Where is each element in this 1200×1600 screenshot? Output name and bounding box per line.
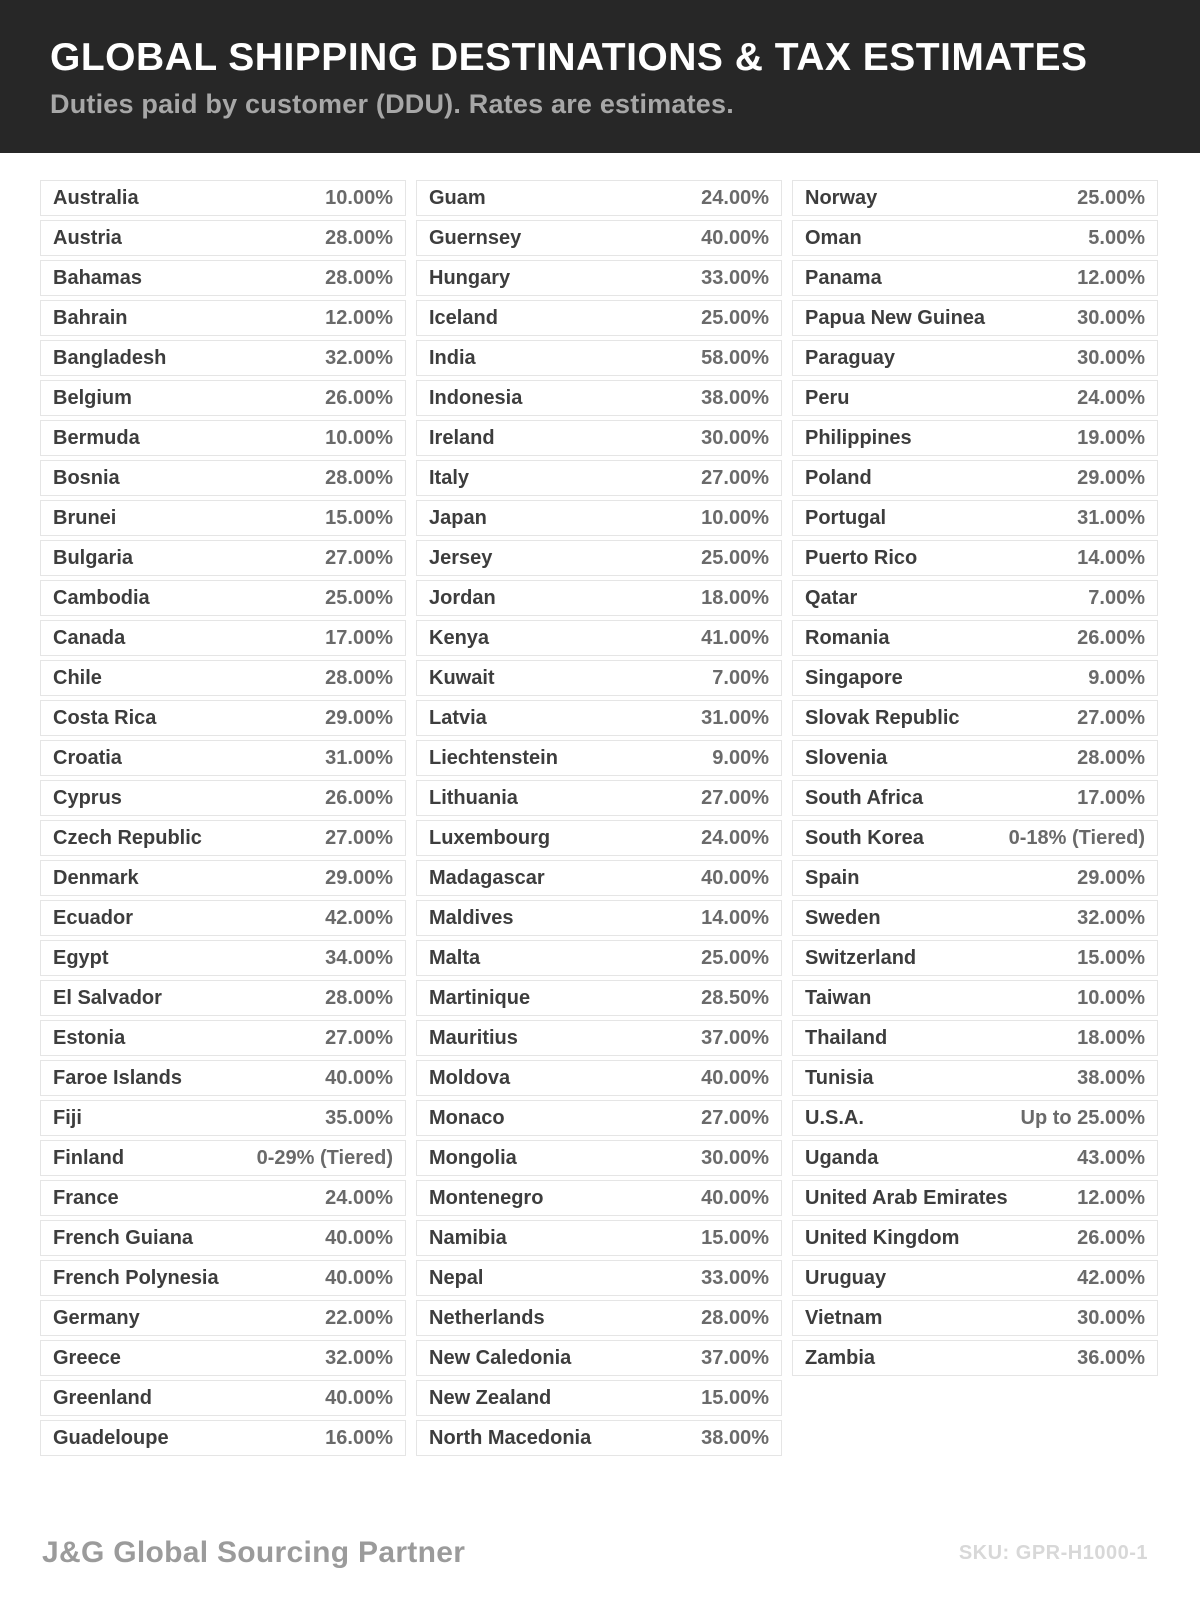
tax-rate: 5.00% [1088, 226, 1145, 249]
country-name: Guadeloupe [53, 1426, 169, 1449]
table-row [416, 1340, 782, 1376]
table-row [416, 460, 782, 496]
table-row [40, 460, 406, 496]
tax-rate: 0-18% (Tiered) [1008, 826, 1145, 849]
table-row [416, 340, 782, 376]
table-row [792, 940, 1158, 976]
tax-rate: 26.00% [1077, 1226, 1145, 1249]
country-name: Italy [429, 466, 470, 489]
page-title: GLOBAL SHIPPING DESTINATIONS & TAX ESTIMATES [50, 36, 1088, 79]
table-row [416, 1220, 782, 1256]
table-row [792, 620, 1158, 656]
country-name: Austria [53, 226, 122, 249]
country-name: Poland [805, 466, 872, 489]
country-name: Indonesia [429, 386, 523, 409]
table-row [416, 1100, 782, 1136]
country-name: Czech Republic [53, 826, 202, 849]
country-name: Bahrain [53, 306, 128, 329]
country-name: Costa Rica [53, 706, 157, 729]
country-name: India [429, 346, 476, 369]
tax-rate: 30.00% [1077, 306, 1145, 329]
country-name: Bosnia [53, 466, 120, 489]
tax-rate: 27.00% [325, 546, 393, 569]
country-name: Taiwan [805, 986, 872, 1009]
tax-rate: 7.00% [712, 666, 769, 689]
tax-rate: 35.00% [325, 1106, 393, 1129]
table-row [40, 1260, 406, 1296]
country-name: Uganda [805, 1146, 879, 1169]
table-row [40, 1020, 406, 1056]
tax-rate: 9.00% [1088, 666, 1145, 689]
page-header [0, 0, 1200, 153]
table-row [40, 540, 406, 576]
table-row [792, 980, 1158, 1016]
tax-rate: 25.00% [701, 546, 769, 569]
tax-rate: 27.00% [1077, 706, 1145, 729]
tax-rate: 34.00% [325, 946, 393, 969]
table-row [40, 900, 406, 936]
table-row [792, 420, 1158, 456]
table-row [792, 660, 1158, 696]
tax-rate: 28.00% [325, 226, 393, 249]
tax-rate: 26.00% [325, 386, 393, 409]
page-subtitle: Duties paid by customer (DDU). Rates are estimates. [50, 89, 734, 119]
table-row [40, 1380, 406, 1416]
country-name: New Zealand [429, 1386, 552, 1409]
tax-rate: 15.00% [701, 1226, 769, 1249]
table-row [792, 380, 1158, 416]
country-name: Singapore [805, 666, 903, 689]
tax-rate: 40.00% [701, 1186, 769, 1209]
tax-rate: 26.00% [1077, 626, 1145, 649]
country-name: Australia [53, 186, 139, 209]
country-name: Canada [53, 626, 126, 649]
country-name: Japan [429, 506, 487, 529]
country-name: Lithuania [429, 786, 518, 809]
tax-rate: 28.00% [325, 266, 393, 289]
tax-rate: 15.00% [1077, 946, 1145, 969]
country-name: Luxembourg [429, 826, 551, 849]
tax-rate: 37.00% [701, 1346, 769, 1369]
table-row [40, 1220, 406, 1256]
tax-rate: 36.00% [1077, 1346, 1145, 1369]
table-row [40, 500, 406, 536]
table-row [40, 1060, 406, 1096]
table-row [792, 700, 1158, 736]
tax-rate: 25.00% [701, 306, 769, 329]
table-row [416, 1300, 782, 1336]
country-name: Faroe Islands [53, 1066, 182, 1089]
country-name: Ireland [429, 426, 495, 449]
country-name: Madagascar [429, 866, 545, 889]
country-name: Uruguay [805, 1266, 887, 1289]
tax-rate: 24.00% [701, 826, 769, 849]
country-name: Panama [805, 266, 882, 289]
country-name: Mauritius [429, 1026, 518, 1049]
country-name: Slovak Republic [805, 706, 960, 729]
tax-rate: 27.00% [325, 826, 393, 849]
table-row [792, 220, 1158, 256]
table-row [40, 1340, 406, 1376]
tax-rate: 29.00% [325, 866, 393, 889]
tax-rate: 0-29% (Tiered) [256, 1146, 393, 1169]
tax-rate: 27.00% [701, 1106, 769, 1129]
country-name: United Kingdom [805, 1226, 960, 1249]
country-name: French Polynesia [53, 1266, 219, 1289]
country-name: Greece [53, 1346, 121, 1369]
country-name: Liechtenstein [429, 746, 558, 769]
tax-rate: 17.00% [325, 626, 393, 649]
table-row [792, 1180, 1158, 1216]
tax-rate: 29.00% [1077, 866, 1145, 889]
table-row [416, 1060, 782, 1096]
country-name: Guernsey [429, 226, 522, 249]
rates-column-3 [792, 180, 1158, 1380]
table-row [792, 180, 1158, 216]
table-row [40, 260, 406, 296]
country-name: Cambodia [53, 586, 150, 609]
table-row [792, 500, 1158, 536]
table-row [40, 300, 406, 336]
country-name: U.S.A. [805, 1106, 864, 1129]
country-name: Papua New Guinea [805, 306, 986, 329]
table-row [40, 1100, 406, 1136]
table-row [416, 900, 782, 936]
country-name: Bangladesh [53, 346, 167, 369]
country-name: Puerto Rico [805, 546, 918, 569]
country-name: Sweden [805, 906, 881, 929]
country-name: Fiji [53, 1106, 82, 1129]
tax-rate: 41.00% [701, 626, 769, 649]
country-name: Brunei [53, 506, 117, 529]
tax-rate: 28.00% [1077, 746, 1145, 769]
country-name: Switzerland [805, 946, 917, 969]
table-row [792, 820, 1158, 856]
table-row [416, 580, 782, 616]
tax-rate: 25.00% [1077, 186, 1145, 209]
tax-rate: 16.00% [325, 1426, 393, 1449]
table-row [40, 620, 406, 656]
table-row [40, 1420, 406, 1456]
country-name: Denmark [53, 866, 139, 889]
table-row [40, 420, 406, 456]
country-name: Egypt [53, 946, 109, 969]
country-name: Jersey [429, 546, 493, 569]
tax-rate: Up to 25.00% [1020, 1106, 1145, 1129]
country-name: Thailand [805, 1026, 888, 1049]
table-row [792, 1100, 1158, 1136]
table-row [792, 580, 1158, 616]
table-row [416, 300, 782, 336]
table-row [792, 460, 1158, 496]
country-name: Moldova [429, 1066, 511, 1089]
table-row [416, 1260, 782, 1296]
table-row [416, 1020, 782, 1056]
country-name: Kuwait [429, 666, 495, 689]
country-name: Montenegro [429, 1186, 544, 1209]
table-row [416, 1420, 782, 1456]
tax-rate: 38.00% [701, 1426, 769, 1449]
tax-rate: 10.00% [325, 186, 393, 209]
tax-rate: 19.00% [1077, 426, 1145, 449]
table-row [416, 500, 782, 536]
table-row [792, 1020, 1158, 1056]
tax-rate: 28.00% [325, 466, 393, 489]
tax-rate: 31.00% [1077, 506, 1145, 529]
country-name: Nepal [429, 1266, 484, 1289]
rates-table [40, 180, 1158, 1460]
country-name: New Caledonia [429, 1346, 572, 1369]
country-name: Slovenia [805, 746, 888, 769]
tax-rate: 14.00% [701, 906, 769, 929]
tax-rate: 26.00% [325, 786, 393, 809]
country-name: Finland [53, 1146, 125, 1169]
tax-rate: 7.00% [1088, 586, 1145, 609]
table-row [416, 620, 782, 656]
tax-rate: 18.00% [1077, 1026, 1145, 1049]
tax-rate: 33.00% [701, 266, 769, 289]
table-row [792, 1300, 1158, 1336]
country-name: Namibia [429, 1226, 507, 1249]
country-name: Ecuador [53, 906, 134, 929]
table-row [40, 780, 406, 816]
country-name: French Guiana [53, 1226, 194, 1249]
tax-rate: 29.00% [1077, 466, 1145, 489]
country-name: Paraguay [805, 346, 896, 369]
table-row [792, 860, 1158, 896]
tax-rate: 25.00% [325, 586, 393, 609]
table-row [40, 660, 406, 696]
country-name: El Salvador [53, 986, 162, 1009]
country-name: Germany [53, 1306, 140, 1329]
country-name: Guam [429, 186, 486, 209]
tax-rate: 24.00% [701, 186, 769, 209]
tax-rate: 32.00% [325, 1346, 393, 1369]
table-row [416, 660, 782, 696]
table-row [40, 700, 406, 736]
country-name: Belgium [53, 386, 132, 409]
country-name: Bulgaria [53, 546, 134, 569]
table-row [792, 1260, 1158, 1296]
tax-rate: 58.00% [701, 346, 769, 369]
rates-column-1 [40, 180, 406, 1460]
country-name: Portugal [805, 506, 887, 529]
tax-rate: 40.00% [325, 1386, 393, 1409]
country-name: Philippines [805, 426, 912, 449]
table-row [792, 260, 1158, 296]
table-row [416, 1180, 782, 1216]
table-row [416, 700, 782, 736]
country-name: Qatar [805, 586, 858, 609]
tax-rate: 27.00% [325, 1026, 393, 1049]
tax-rate: 43.00% [1077, 1146, 1145, 1169]
tax-rate: 27.00% [701, 466, 769, 489]
table-row [416, 940, 782, 976]
country-name: Norway [805, 186, 878, 209]
tax-rate: 37.00% [701, 1026, 769, 1049]
country-name: France [53, 1186, 119, 1209]
country-name: Greenland [53, 1386, 152, 1409]
footer-brand: J&G Global Sourcing Partner [42, 1536, 466, 1569]
table-row [792, 1140, 1158, 1176]
tax-rate: 10.00% [1077, 986, 1145, 1009]
tax-rate: 38.00% [1077, 1066, 1145, 1089]
tax-rate: 28.00% [701, 1306, 769, 1329]
country-name: Spain [805, 866, 860, 889]
tax-rate: 40.00% [325, 1226, 393, 1249]
tax-rate: 30.00% [701, 1146, 769, 1169]
table-row [416, 260, 782, 296]
table-row [40, 1180, 406, 1216]
tax-rate: 24.00% [325, 1186, 393, 1209]
country-name: Mongolia [429, 1146, 517, 1169]
tax-rate: 17.00% [1077, 786, 1145, 809]
country-name: North Macedonia [429, 1426, 592, 1449]
tax-rate: 18.00% [701, 586, 769, 609]
country-name: Malta [429, 946, 481, 969]
table-row [40, 940, 406, 976]
table-row [416, 380, 782, 416]
tax-rate: 33.00% [701, 1266, 769, 1289]
table-row [40, 340, 406, 376]
tax-rate: 30.00% [701, 426, 769, 449]
table-row [416, 220, 782, 256]
table-row [416, 540, 782, 576]
table-row [40, 380, 406, 416]
country-name: Martinique [429, 986, 531, 1009]
table-row [416, 820, 782, 856]
table-row [40, 1300, 406, 1336]
tax-rate: 12.00% [1077, 1186, 1145, 1209]
table-row [416, 420, 782, 456]
table-row [40, 740, 406, 776]
tax-rate: 31.00% [325, 746, 393, 769]
country-name: Zambia [805, 1346, 876, 1369]
tax-rate: 12.00% [1077, 266, 1145, 289]
table-row [416, 780, 782, 816]
tax-rate: 10.00% [701, 506, 769, 529]
tax-rate: 22.00% [325, 1306, 393, 1329]
country-name: Maldives [429, 906, 514, 929]
tax-rate: 10.00% [325, 426, 393, 449]
tax-rate: 30.00% [1077, 1306, 1145, 1329]
country-name: Vietnam [805, 1306, 883, 1329]
tax-rate: 30.00% [1077, 346, 1145, 369]
table-row [40, 1140, 406, 1176]
tax-rate: 31.00% [701, 706, 769, 729]
tax-rate: 42.00% [1077, 1266, 1145, 1289]
table-row [792, 1340, 1158, 1376]
country-name: Monaco [429, 1106, 505, 1129]
tax-rate: 40.00% [325, 1066, 393, 1089]
country-name: Cyprus [53, 786, 122, 809]
tax-rate: 12.00% [325, 306, 393, 329]
country-name: Hungary [429, 266, 511, 289]
table-row [416, 860, 782, 896]
country-name: Iceland [429, 306, 498, 329]
country-name: Croatia [53, 746, 122, 769]
tax-rate: 32.00% [325, 346, 393, 369]
country-name: South Africa [805, 786, 924, 809]
tax-rate: 40.00% [701, 866, 769, 889]
table-row [40, 220, 406, 256]
tax-rate: 15.00% [701, 1386, 769, 1409]
tax-rate: 38.00% [701, 386, 769, 409]
country-name: Estonia [53, 1026, 126, 1049]
country-name: Bermuda [53, 426, 140, 449]
country-name: Chile [53, 666, 102, 689]
tax-rate: 28.50% [701, 986, 769, 1009]
tax-rate: 40.00% [701, 1066, 769, 1089]
country-name: United Arab Emirates [805, 1186, 1008, 1209]
rates-column-2 [416, 180, 782, 1460]
tax-rate: 32.00% [1077, 906, 1145, 929]
table-row [792, 540, 1158, 576]
country-name: Kenya [429, 626, 490, 649]
table-row [792, 1220, 1158, 1256]
table-row [416, 1380, 782, 1416]
country-name: South Korea [805, 826, 924, 849]
table-row [792, 780, 1158, 816]
country-name: Bahamas [53, 266, 142, 289]
country-name: Oman [805, 226, 862, 249]
table-row [40, 860, 406, 896]
table-row [40, 180, 406, 216]
table-row [792, 740, 1158, 776]
tax-rate: 28.00% [325, 666, 393, 689]
tax-rate: 25.00% [701, 946, 769, 969]
table-row [40, 980, 406, 1016]
tax-rate: 40.00% [325, 1266, 393, 1289]
tax-rate: 24.00% [1077, 386, 1145, 409]
tax-rate: 27.00% [701, 786, 769, 809]
table-row [792, 1060, 1158, 1096]
tax-rate: 29.00% [325, 706, 393, 729]
country-name: Latvia [429, 706, 487, 729]
table-row [792, 900, 1158, 936]
country-name: Tunisia [805, 1066, 874, 1089]
tax-rate: 40.00% [701, 226, 769, 249]
tax-rate: 9.00% [712, 746, 769, 769]
tax-rate: 14.00% [1077, 546, 1145, 569]
tax-rate: 15.00% [325, 506, 393, 529]
table-row [416, 740, 782, 776]
table-row [40, 580, 406, 616]
table-row [40, 820, 406, 856]
table-row [416, 180, 782, 216]
tax-rate: 42.00% [325, 906, 393, 929]
country-name: Romania [805, 626, 890, 649]
country-name: Peru [805, 386, 850, 409]
table-row [416, 980, 782, 1016]
table-row [416, 1140, 782, 1176]
footer-sku: SKU: GPR-H1000-1 [958, 1542, 1148, 1564]
tax-rate: 28.00% [325, 986, 393, 1009]
table-row [792, 300, 1158, 336]
table-row [792, 340, 1158, 376]
country-name: Jordan [429, 586, 496, 609]
country-name: Netherlands [429, 1306, 545, 1329]
